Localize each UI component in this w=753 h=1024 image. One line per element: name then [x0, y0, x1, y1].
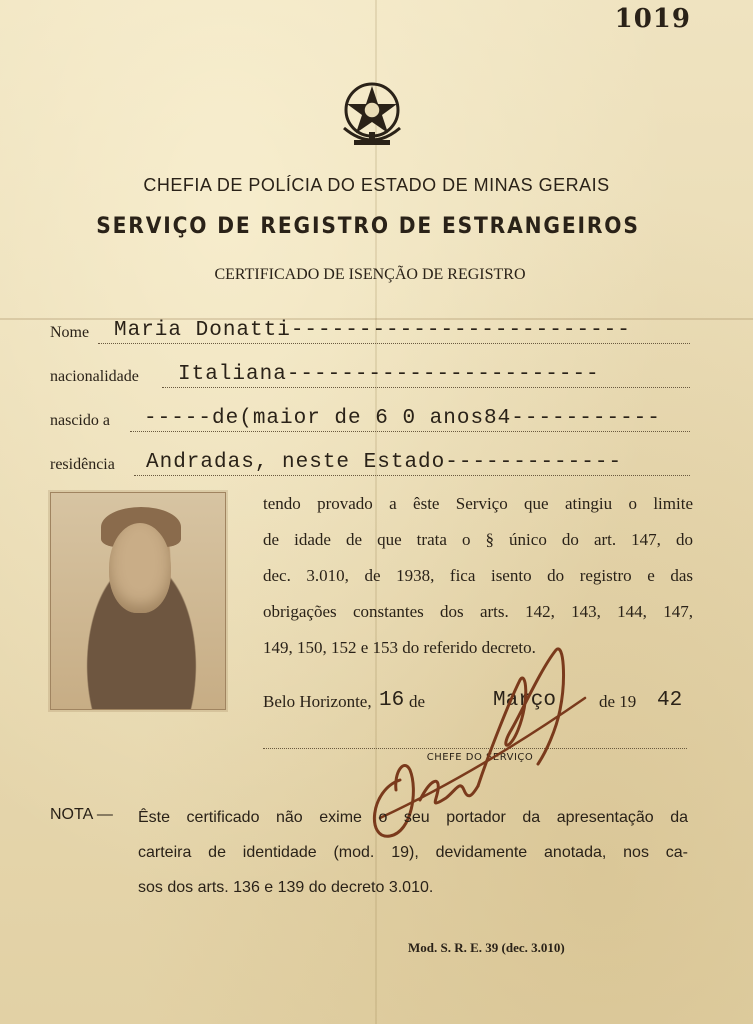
field-nome-value: Maria Donatti------------------------- [114, 319, 631, 342]
field-residencia-value: Andradas, neste Estado------------- [146, 451, 623, 474]
header-certificate-title: CERTIFICADO DE ISENÇÃO DE REGISTRO [214, 266, 526, 283]
nota-line: carteira de identidade (mod. 19), devidamente anotada, nos ca- [138, 844, 688, 861]
field-residencia-label: residência [50, 456, 115, 473]
date-de1: de [409, 692, 426, 711]
nota-label: NOTA — [50, 806, 113, 823]
body-line: 149, 150, 152 e 153 do referido decreto. [263, 638, 536, 657]
form-code: Mod. S. R. E. 39 (dec. 3.010) [408, 940, 565, 955]
field-nacionalidade-label: nacionalidade [50, 368, 139, 385]
photo-face [109, 523, 171, 613]
serial-number: 1019 [614, 4, 691, 34]
coat-of-arms-seal-icon [336, 78, 408, 154]
field-nascido-value: -----de(maior de 6 0 anos84----------- [144, 407, 661, 430]
field-residencia [50, 446, 690, 476]
dotted-line [130, 431, 690, 432]
date-day: 16 [379, 689, 405, 712]
field-nacionalidade [50, 358, 690, 388]
date-year: 42 [657, 689, 683, 712]
dotted-line [134, 475, 690, 476]
body-line: obrigações constantes dos arts. 142, 143, 144, 147, [263, 602, 693, 621]
nota-text [138, 800, 688, 905]
header-agency: CHEFIA DE POLÍCIA DO ESTADO DE MINAS GERAIS [143, 175, 610, 195]
field-nome [50, 314, 690, 344]
date-city: Belo Horizonte, [263, 692, 372, 711]
portrait-photo [50, 492, 226, 710]
nota-line: Êste certificado não exime o seu portador da apresentação da [138, 809, 688, 826]
field-nome-label: Nome [50, 324, 90, 341]
nota-line: sos dos arts. 136 e 139 do decreto 3.010. [138, 879, 434, 896]
field-nascido-label: nascido a [50, 412, 110, 429]
date-month: Março [493, 689, 557, 712]
date-de2: de 19 [599, 692, 637, 711]
body-line: dec. 3.010, de 1938, fica isento do registro e das [263, 566, 693, 585]
header-service: SERVIÇO DE REGISTRO DE ESTRANGEIROS [96, 214, 640, 239]
dotted-line [162, 387, 690, 388]
body-line: de idade de que trata o § único do art. 147, do [263, 530, 693, 549]
signature-caption: CHEFE DO SERVIÇO [426, 752, 534, 763]
field-nascido [50, 402, 690, 432]
certificate-body [263, 486, 693, 666]
body-line: tendo provado a êste Serviço que atingiu o limite [263, 494, 693, 513]
field-nacionalidade-value: Italiana----------------------- [178, 363, 600, 386]
dotted-line [98, 343, 690, 344]
